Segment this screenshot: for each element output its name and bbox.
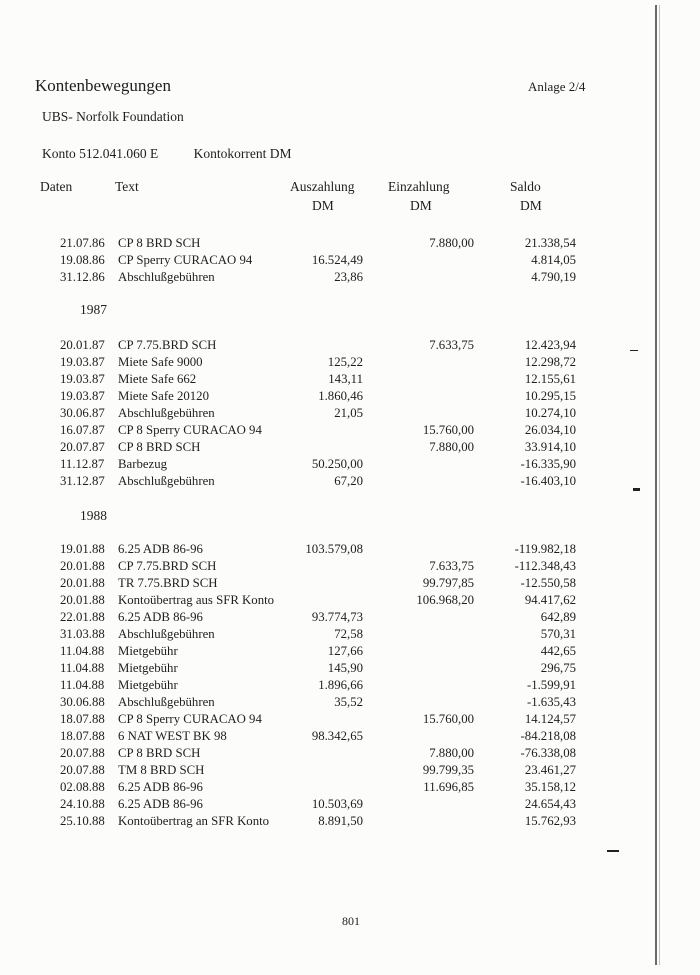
scan-mark <box>633 488 640 491</box>
table-row <box>0 712 700 729</box>
cell-date: 20.07.88 <box>60 746 105 760</box>
cell-date: 16.07.87 <box>60 423 105 437</box>
cell-payout: 93.774,73 <box>311 610 363 624</box>
cell-text: 6.25 ADB 86-96 <box>118 542 203 556</box>
cell-payout: 50.250,00 <box>311 457 363 471</box>
cell-text: Abschlußgebühren <box>118 695 215 709</box>
cell-text: Miete Safe 9000 <box>118 355 203 369</box>
cell-text: 6.25 ADB 86-96 <box>118 610 203 624</box>
table-row <box>0 644 700 661</box>
cell-date: 30.06.88 <box>60 695 105 709</box>
table-row <box>0 763 700 780</box>
table-row <box>0 627 700 644</box>
cell-payout: 21,05 <box>334 406 363 420</box>
cell-text: Mietgebühr <box>118 644 178 658</box>
table-row <box>0 270 700 287</box>
cell-payout: 16.524,49 <box>311 253 363 267</box>
cell-balance: -119.982,18 <box>514 542 576 556</box>
cell-text: CP 7.75.BRD SCH <box>118 338 217 352</box>
cell-deposit: 15.760,00 <box>422 423 474 437</box>
cell-date: 18.07.88 <box>60 729 105 743</box>
cell-date: 02.08.88 <box>60 780 105 794</box>
cell-text: CP 8 BRD SCH <box>118 440 201 454</box>
table-row <box>0 814 700 831</box>
cell-balance: 94.417,62 <box>524 593 576 607</box>
column-header-deposit: Einzahlung <box>388 179 450 194</box>
table-row <box>0 406 700 423</box>
currency-label-payout: DM <box>312 198 334 213</box>
cell-balance: 15.762,93 <box>524 814 576 828</box>
cell-text: CP 8 BRD SCH <box>118 236 201 250</box>
table-row <box>0 695 700 712</box>
cell-deposit: 11.696,85 <box>423 780 474 794</box>
cell-text: TR 7.75.BRD SCH <box>118 576 218 590</box>
cell-payout: 103.579,08 <box>305 542 363 556</box>
cell-balance: -84.218,08 <box>520 729 576 743</box>
cell-deposit: 99.797,85 <box>422 576 474 590</box>
cell-text: Mietgebühr <box>118 678 178 692</box>
cell-payout: 1.896,66 <box>318 678 363 692</box>
cell-deposit: 7.880,00 <box>429 746 474 760</box>
cell-deposit: 99.799,35 <box>422 763 474 777</box>
cell-date: 31.03.88 <box>60 627 105 641</box>
cell-text: 6.25 ADB 86-96 <box>118 780 203 794</box>
cell-date: 11.12.87 <box>60 457 105 471</box>
table-row <box>0 338 700 355</box>
cell-balance: -1.635,43 <box>526 695 576 709</box>
cell-balance: 21.338,54 <box>524 236 576 250</box>
currency-label-deposit: DM <box>410 198 432 213</box>
cell-date: 21.07.86 <box>60 236 105 250</box>
table-row <box>0 457 700 474</box>
cell-date: 11.04.88 <box>60 661 105 675</box>
cell-payout: 143,11 <box>328 372 363 386</box>
cell-text: Mietgebühr <box>118 661 178 675</box>
cell-payout: 8.891,50 <box>318 814 363 828</box>
cell-date: 19.03.87 <box>60 372 105 386</box>
cell-payout: 35,52 <box>334 695 363 709</box>
cell-text: Abschlußgebühren <box>118 270 215 284</box>
cell-balance: 35.158,12 <box>524 780 576 794</box>
cell-payout: 127,66 <box>327 644 363 658</box>
cell-payout: 125,22 <box>327 355 363 369</box>
cell-date: 11.04.88 <box>60 644 105 658</box>
cell-date: 19.01.88 <box>60 542 105 556</box>
cell-deposit: 7.880,00 <box>429 236 474 250</box>
cell-text: 6.25 ADB 86-96 <box>118 797 203 811</box>
table-row <box>0 780 700 797</box>
cell-balance: 12.298,72 <box>524 355 576 369</box>
column-header-date: Daten <box>40 179 73 194</box>
cell-date: 31.12.87 <box>60 474 105 488</box>
scan-mark <box>630 350 638 351</box>
cell-deposit: 15.760,00 <box>422 712 474 726</box>
cell-text: CP 7.75.BRD SCH <box>118 559 217 573</box>
cell-deposit: 7.633,75 <box>429 338 474 352</box>
cell-balance: 570,31 <box>540 627 576 641</box>
cell-balance: 10.295,15 <box>524 389 576 403</box>
scan-mark <box>607 850 619 852</box>
cell-date: 25.10.88 <box>60 814 105 828</box>
column-header-payout: Auszahlung <box>290 179 355 194</box>
table-row <box>0 474 700 491</box>
cell-balance: -16.403,10 <box>520 474 576 488</box>
page-number: 801 <box>342 914 360 928</box>
cell-text: CP 8 BRD SCH <box>118 746 201 760</box>
table-row <box>0 610 700 627</box>
cell-balance: -76.338,08 <box>520 746 576 760</box>
year-heading-1987: 1987 <box>80 302 107 317</box>
cell-text: Miete Safe 662 <box>118 372 197 386</box>
table-row <box>0 797 700 814</box>
cell-balance: 296,75 <box>540 661 576 675</box>
cell-deposit: 7.633,75 <box>429 559 474 573</box>
cell-date: 30.06.87 <box>60 406 105 420</box>
cell-text: CP 8 Sperry CURACAO 94 <box>118 423 262 437</box>
cell-balance: 442,65 <box>540 644 576 658</box>
cell-payout: 23,86 <box>334 270 363 284</box>
cell-payout: 72,58 <box>334 627 363 641</box>
cell-payout: 98.342,65 <box>311 729 363 743</box>
cell-text: Kontoübertrag aus SFR Konto <box>118 593 275 607</box>
cell-date: 20.01.88 <box>60 593 105 607</box>
table-row <box>0 678 700 695</box>
cell-payout: 145,90 <box>327 661 363 675</box>
organization-name: UBS- Norfolk Foundation <box>42 109 184 124</box>
cell-deposit: 106.968,20 <box>416 593 474 607</box>
cell-date: 20.01.87 <box>60 338 105 352</box>
cell-payout: 67,20 <box>334 474 363 488</box>
cell-balance: 4.814,05 <box>531 253 576 267</box>
table-row <box>0 593 700 610</box>
cell-text: Miete Safe 20120 <box>118 389 209 403</box>
cell-balance: 10.274,10 <box>524 406 576 420</box>
cell-date: 20.01.88 <box>60 576 105 590</box>
cell-date: 20.07.87 <box>60 440 105 454</box>
cell-date: 11.04.88 <box>60 678 105 692</box>
account-number: Konto 512.041.060 E <box>42 146 159 161</box>
cell-balance: 24.654,43 <box>524 797 576 811</box>
cell-balance: -112.348,43 <box>514 559 576 573</box>
cell-payout: 1.860,46 <box>318 389 363 403</box>
cell-text: TM 8 BRD SCH <box>118 763 205 777</box>
cell-date: 20.01.88 <box>60 559 105 573</box>
table-row <box>0 253 700 270</box>
cell-balance: 14.124,57 <box>524 712 576 726</box>
year-heading-1988: 1988 <box>80 508 107 523</box>
cell-text: Abschlußgebühren <box>118 627 215 641</box>
cell-text: Barbezug <box>118 457 168 471</box>
table-row <box>0 389 700 406</box>
cell-date: 19.03.87 <box>60 355 105 369</box>
cell-balance: 12.423,94 <box>524 338 576 352</box>
cell-balance: 33.914,10 <box>524 440 576 454</box>
cell-date: 18.07.88 <box>60 712 105 726</box>
table-row <box>0 236 700 253</box>
cell-date: 19.03.87 <box>60 389 105 403</box>
cell-text: Kontoübertrag an SFR Konto <box>118 814 270 828</box>
cell-balance: -16.335,90 <box>520 457 576 471</box>
cell-date: 22.01.88 <box>60 610 105 624</box>
cell-date: 19.08.86 <box>60 253 105 267</box>
account-line <box>42 146 292 162</box>
cell-balance: 23.461,27 <box>524 763 576 777</box>
cell-deposit: 7.880,00 <box>429 440 474 454</box>
document-title: Kontenbewegungen <box>35 76 171 95</box>
table-row <box>0 372 700 389</box>
table-row <box>0 542 700 559</box>
cell-date: 31.12.86 <box>60 270 105 284</box>
cell-balance: -12.550,58 <box>520 576 576 590</box>
annex-label: Anlage 2/4 <box>528 79 586 94</box>
table-row <box>0 746 700 763</box>
cell-text: Abschlußgebühren <box>118 474 215 488</box>
cell-date: 20.07.88 <box>60 763 105 777</box>
table-row <box>0 729 700 746</box>
cell-text: CP 8 Sperry CURACAO 94 <box>118 712 262 726</box>
table-row <box>0 440 700 457</box>
cell-date: 24.10.88 <box>60 797 105 811</box>
cell-text: 6 NAT WEST BK 98 <box>118 729 227 743</box>
cell-balance: 642,89 <box>540 610 576 624</box>
cell-balance: -1.599,91 <box>526 678 576 692</box>
column-header-balance: Saldo <box>510 179 541 194</box>
table-row <box>0 559 700 576</box>
cell-balance: 26.034,10 <box>524 423 576 437</box>
currency-label-balance: DM <box>520 198 542 213</box>
account-type: Kontokorrent DM <box>193 146 292 161</box>
cell-text: Abschlußgebühren <box>118 406 215 420</box>
table-row <box>0 576 700 593</box>
table-row <box>0 423 700 440</box>
column-header-text: Text <box>115 179 139 194</box>
cell-balance: 4.790,19 <box>531 270 576 284</box>
cell-payout: 10.503,69 <box>311 797 363 811</box>
table-row <box>0 355 700 372</box>
cell-balance: 12.155,61 <box>524 372 576 386</box>
table-row <box>0 661 700 678</box>
cell-text: CP Sperry CURACAO 94 <box>118 253 253 267</box>
